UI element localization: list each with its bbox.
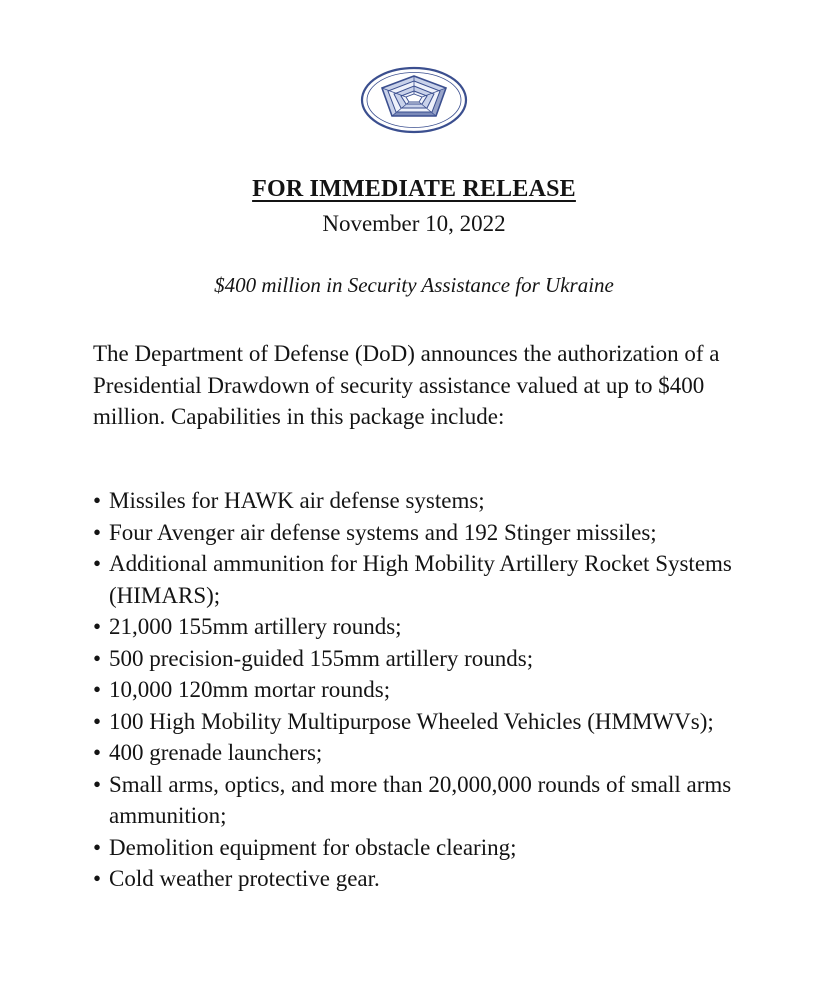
bullet-icon: • xyxy=(93,677,102,702)
pentagon-seal-icon xyxy=(360,66,468,134)
capabilities-list xyxy=(93,485,743,895)
list-item-text: Cold weather protective gear. xyxy=(109,866,380,891)
list-item-text: Small arms, optics, and more than 20,000,000 rounds of small arms ammunition; xyxy=(109,771,732,828)
bullet-icon: • xyxy=(93,519,102,545)
release-subtitle: $400 million in Security Assistance for Ukraine xyxy=(214,273,614,297)
bullet-icon: • xyxy=(93,708,102,734)
list-item-text: Demolition equipment for obstacle clearing; xyxy=(109,834,517,860)
bullet-icon: • xyxy=(93,645,102,671)
bullet-icon: • xyxy=(93,866,102,891)
bullet-icon: • xyxy=(93,551,102,576)
list-item-text: Four Avenger air defense systems and 192 Stinger missiles; xyxy=(109,519,657,545)
list-item-text: 400 grenade launchers; xyxy=(109,740,323,765)
list-item xyxy=(93,643,743,675)
bullet-icon: • xyxy=(93,740,102,765)
list-item xyxy=(93,517,743,549)
bullet-icon: • xyxy=(93,614,102,639)
list-item xyxy=(93,548,743,611)
list-item xyxy=(93,769,743,832)
bullet-icon: • xyxy=(93,834,102,860)
list-item-text: 10,000 120mm mortar rounds; xyxy=(109,677,391,702)
list-item-text: 100 High Mobility Multipurpose Wheeled Vehicles (HMMWVs); xyxy=(109,708,714,734)
list-item xyxy=(93,706,743,738)
list-item-text: 500 precision-guided 155mm artillery rounds; xyxy=(109,645,534,671)
list-item xyxy=(93,674,743,706)
list-item-text: Missiles for HAWK air defense systems; xyxy=(109,488,485,513)
announcement-paragraph: The Department of Defense (DoD) announces the authorization of a Presidential Drawdown of security assistance valued at up to $400 million. Capabilities in this package include: xyxy=(93,341,720,429)
bullet-icon: • xyxy=(93,488,102,513)
release-heading: FOR IMMEDIATE RELEASE xyxy=(252,176,576,202)
bullet-icon: • xyxy=(93,771,102,797)
release-date: November 10, 2022 xyxy=(322,211,506,236)
list-item xyxy=(93,737,743,769)
list-item xyxy=(93,863,743,895)
list-item-text: Additional ammunition for High Mobility Artillery Rocket Systems (HIMARS); xyxy=(109,551,732,608)
list-item xyxy=(93,485,743,517)
list-item xyxy=(93,832,743,864)
list-item-text: 21,000 155mm artillery rounds; xyxy=(109,614,402,639)
list-item xyxy=(93,611,743,643)
